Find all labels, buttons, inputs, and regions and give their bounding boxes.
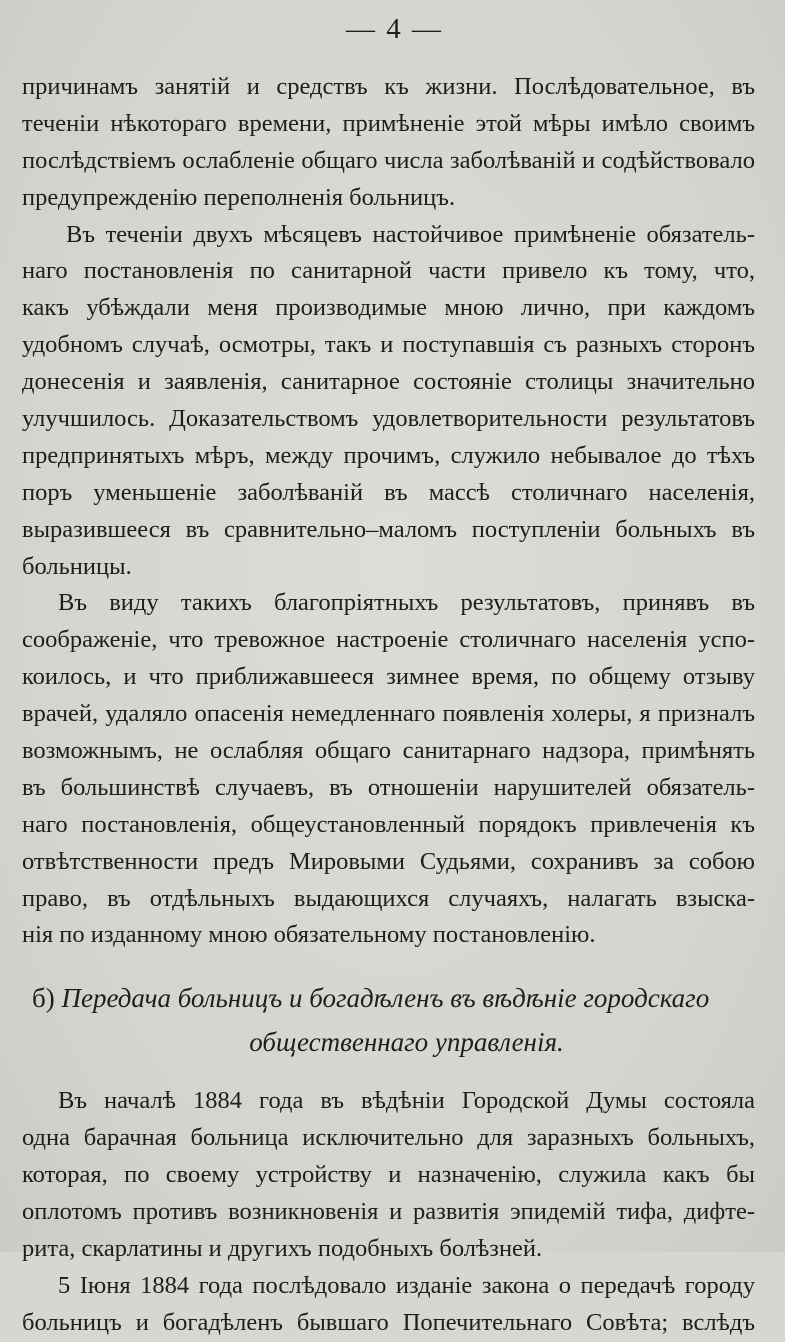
text-line: причинамъ занятій и средствъ къ жизни. Послѣдовательное, въ (22, 73, 755, 100)
text-line: нія по изданному мною обязательному постановленію. (22, 921, 596, 949)
text-line: коилось, и что приближавшееся зимнее время, по общему отзыву (22, 663, 755, 691)
text-line: поръ уменьшеніе заболѣваній въ массѣ столичнаго населенія, (22, 478, 755, 506)
section-title-part-2: общественнаго управленія. (249, 1027, 564, 1058)
text-line: наго постановленія, общеустановленный порядокъ привлеченія къ (22, 810, 755, 838)
text-line: отвѣтственности предъ Мировыми Судьями, сохранивъ за собою (22, 847, 755, 875)
page-number: — 4 — (346, 13, 443, 45)
text-line: послѣдствіемъ ослабленіе общаго числа заболѣваній и содѣйствовало (22, 146, 755, 174)
text-line: Въ началѣ 1884 года въ вѣдѣніи Городской Думы состояла (58, 1087, 755, 1115)
text-line: 5 Іюня 1884 года послѣдовало изданіе закона о передачѣ городу (58, 1271, 755, 1299)
section-title-part-1: Передача больницъ и богадѣленъ въ вѣдѣніе городскаго (61, 983, 710, 1014)
text-line: одна барачная больница исключительно для заразныхъ больныхъ, (22, 1124, 755, 1152)
text-line: предпринятыхъ мѣръ, между прочимъ, служило небывалое до тѣхъ (22, 441, 755, 469)
text-line: рита, скарлатины и другихъ подобныхъ болѣзней. (22, 1234, 543, 1262)
text-line: право, въ отдѣльныхъ выдающихся случаяхъ, налагать взыска- (22, 884, 755, 912)
text-line: въ большинствѣ случаевъ, въ отношеніи нарушителей обязатель- (22, 773, 755, 801)
text-line: которая, по своему устройству и назначенію, служила какъ бы (22, 1161, 755, 1189)
text-line: врачей, удаляло опасенія немедленнаго появленія холеры, я призналъ (22, 700, 755, 728)
text-line: Въ теченіи двухъ мѣсяцевъ настойчивое примѣненіе обязатель- (66, 220, 755, 248)
text-line: удобномъ случаѣ, осмотры, такъ и поступавшія съ разныхъ сторонъ (22, 331, 755, 359)
section-heading-line-1 (22, 976, 755, 1020)
paragraph-3 (22, 585, 755, 954)
section-letter: б) (32, 983, 55, 1014)
section-heading (22, 976, 755, 1064)
paragraph-1 (22, 69, 755, 217)
text-line: какъ убѣждали меня производимые мною лично, при каждомъ (22, 294, 755, 322)
paragraph-2 (22, 217, 755, 586)
text-line: больницы. (22, 552, 132, 580)
text-line: улучшилось. Доказательствомъ удовлетворительности результатовъ (22, 405, 755, 433)
text-line: Въ виду такихъ благопріятныхъ результатовъ, принявъ въ (58, 589, 755, 617)
text-line: возможнымъ, не ослабляя общаго санитарнаго надзора, примѣнять (22, 737, 755, 765)
paragraph-4 (22, 1083, 755, 1267)
text-line: соображеніе, что тревожное настроеніе столичнаго населенія успо- (22, 626, 755, 654)
text-line: донесенія и заявленія, санитарное состояніе столицы значительно (22, 368, 755, 396)
text-line: оплотомъ противъ возникновенія и развитія эпидемій тифа, дифте- (22, 1198, 755, 1226)
paragraph-5 (22, 1268, 755, 1342)
text-line: теченіи нѣкотораго времени, примѣненіе этой мѣры имѣло своимъ (22, 109, 755, 137)
text-line: выразившееся въ сравнительно–маломъ поступленіи больныхъ въ (22, 515, 755, 543)
text-line: наго постановленія по санитарной части привело къ тому, что, (22, 257, 755, 285)
text-line: предупрежденію переполненія больницъ. (22, 183, 456, 211)
text-line: больницъ и богадѣленъ бывшаго Попечительнаго Совѣта; вслѣдъ (22, 1308, 755, 1336)
